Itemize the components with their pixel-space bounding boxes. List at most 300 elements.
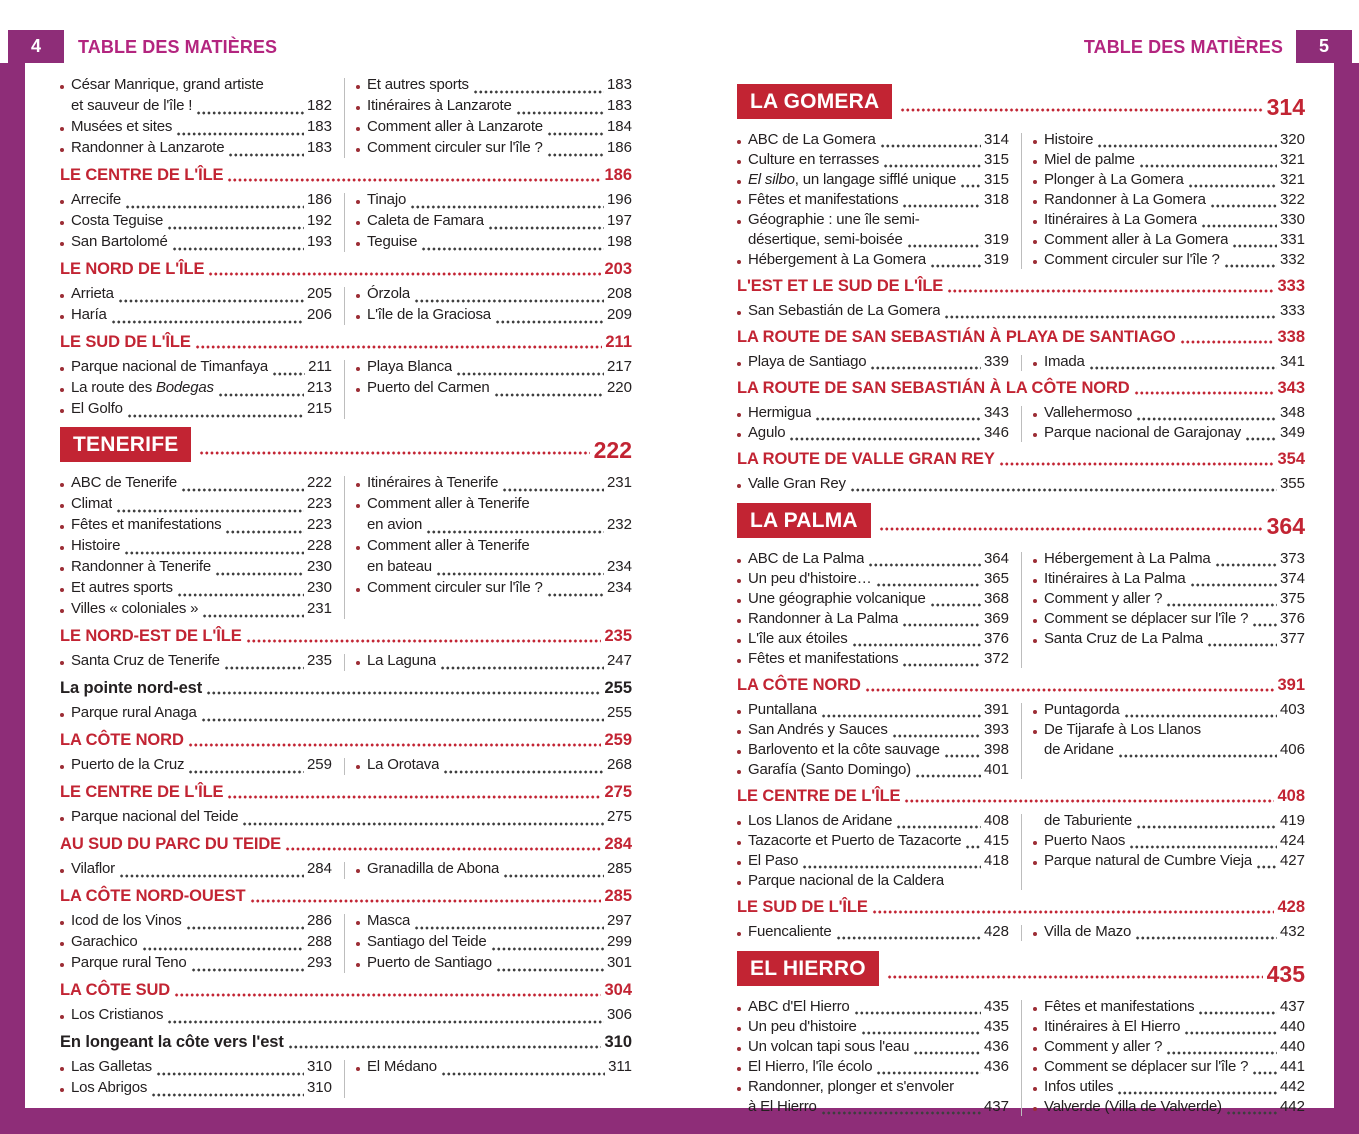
section-page-number: 235 xyxy=(604,627,632,645)
bullet-icon xyxy=(1033,1007,1037,1011)
dot-leader xyxy=(208,266,601,277)
column-left xyxy=(60,358,332,421)
entry-text: Géographie : une île semi- xyxy=(748,211,920,228)
bullet-icon xyxy=(60,1088,64,1092)
entry-text: ABC de Tenerife xyxy=(71,474,177,491)
section-heading xyxy=(60,783,632,802)
toc-entry xyxy=(737,998,1009,1018)
toc-entry xyxy=(737,650,1009,670)
dot-leader xyxy=(181,482,304,493)
entry-line xyxy=(1033,151,1305,171)
entry-text: Agulo xyxy=(748,424,786,441)
toc-entry xyxy=(737,630,1009,650)
bullet-icon xyxy=(60,409,64,413)
toc-entry xyxy=(1033,151,1305,171)
dot-leader xyxy=(502,482,604,493)
entry-text: Comment aller à Lanzarote xyxy=(367,118,543,135)
entry-page-number: 231 xyxy=(306,600,332,617)
dot-leader xyxy=(854,1005,981,1016)
entry-page-number: 369 xyxy=(983,610,1009,627)
dot-leader xyxy=(1201,218,1277,229)
entry-page-number: 368 xyxy=(983,590,1009,607)
toc-entry xyxy=(1033,1018,1305,1038)
toc-entry xyxy=(1033,550,1305,570)
entry-page-number: 321 xyxy=(1279,171,1305,188)
toc-entry xyxy=(60,474,332,495)
entry-text: Vilaflor xyxy=(71,860,115,877)
dot-leader xyxy=(456,366,604,377)
entry-page-number: 232 xyxy=(606,516,632,533)
entry-page-number: 406 xyxy=(1279,741,1305,758)
bullet-icon xyxy=(356,200,360,204)
column-divider xyxy=(344,287,345,325)
bullet-icon xyxy=(356,963,360,967)
entry-text: Teguise xyxy=(367,233,418,250)
entry-line xyxy=(737,650,1009,670)
bullet-icon xyxy=(356,221,360,225)
bullet-icon xyxy=(356,869,360,873)
dot-leader xyxy=(426,524,604,535)
entry-text: Comment circuler sur l'île ? xyxy=(1044,251,1220,268)
section-title: LA CÔTE NORD xyxy=(737,676,861,694)
section-heading xyxy=(737,328,1305,347)
column-right xyxy=(1033,353,1305,373)
dot-leader xyxy=(227,172,601,183)
entry-text: ABC de La Palma xyxy=(748,550,865,567)
bullet-icon xyxy=(1033,140,1037,144)
entry-line xyxy=(737,151,1009,171)
dot-leader xyxy=(494,387,604,398)
toc-entry xyxy=(1033,721,1305,761)
entry-line xyxy=(60,516,332,537)
entry-text: Los Llanos de Aridane xyxy=(748,812,893,829)
page-5-content xyxy=(737,76,1305,1124)
column-left xyxy=(60,912,332,975)
bullet-icon xyxy=(737,770,741,774)
entry-text: Costa Teguise xyxy=(71,212,164,229)
entry-line xyxy=(60,474,332,495)
entry-page-number: 418 xyxy=(983,852,1009,869)
dot-leader xyxy=(880,138,981,149)
section-page-number: 333 xyxy=(1277,277,1305,295)
column-divider xyxy=(1021,814,1022,890)
dot-leader xyxy=(1245,431,1277,442)
toc-entry xyxy=(60,1058,332,1079)
entry-text: Tinajo xyxy=(367,191,407,208)
entry-line xyxy=(356,191,632,212)
dot-leader xyxy=(495,314,604,325)
toc-entry xyxy=(737,832,1009,852)
subsection-heading xyxy=(60,1033,632,1052)
entry-text: Comment se déplacer sur l'île ? xyxy=(1044,1058,1249,1075)
entry-line xyxy=(356,579,632,600)
column-divider xyxy=(344,914,345,973)
dot-leader xyxy=(201,712,604,723)
entry-line xyxy=(737,231,1009,251)
toc-entry xyxy=(356,139,632,160)
entry-line xyxy=(60,233,332,254)
entry-text: Itinéraires à Lanzarote xyxy=(367,97,512,114)
entry-text: De Tijarafe à Los Llanos xyxy=(1044,721,1201,738)
bullet-icon xyxy=(1033,200,1037,204)
entry-page-number: 376 xyxy=(1279,610,1305,627)
toc-entry xyxy=(737,302,1305,322)
entry-line xyxy=(60,400,332,421)
bullet-icon xyxy=(737,260,741,264)
bullet-icon xyxy=(737,1087,741,1091)
column-left xyxy=(60,191,332,254)
chapter-page-number: 364 xyxy=(1266,513,1305,539)
bullet-icon xyxy=(60,817,64,821)
dot-leader xyxy=(907,238,981,249)
dot-leader xyxy=(272,366,305,377)
dot-leader xyxy=(896,819,981,830)
entry-page-number: 322 xyxy=(1279,191,1305,208)
entry-page-number: 332 xyxy=(1279,251,1305,268)
bullet-icon xyxy=(60,1067,64,1071)
entry-text: Comment aller à La Gomera xyxy=(1044,231,1229,248)
entry-line xyxy=(356,118,632,139)
section-title: En longeant la côte vers l'est xyxy=(60,1033,284,1051)
toc-entry xyxy=(356,474,632,495)
toc-entry xyxy=(737,404,1009,424)
toc-entry xyxy=(356,118,632,139)
entry-columns xyxy=(737,353,1305,373)
toc-entry xyxy=(1033,630,1305,650)
entry-text: San Bartolomé xyxy=(71,233,168,250)
column-left xyxy=(60,285,332,327)
entry-columns xyxy=(60,912,632,975)
bullet-icon xyxy=(356,661,360,665)
entry-page-number: 315 xyxy=(983,171,1009,188)
dot-leader xyxy=(821,708,981,719)
entry-text: ABC de La Gomera xyxy=(748,131,876,148)
section-page-number: 285 xyxy=(604,887,632,905)
dot-leader xyxy=(228,147,304,158)
entry-page-number: 442 xyxy=(1279,1078,1305,1095)
entry-text: Las Galletas xyxy=(71,1058,152,1075)
dot-leader xyxy=(965,839,981,850)
dot-leader xyxy=(1184,1025,1277,1036)
entry-page-number: 286 xyxy=(306,912,332,929)
bullet-icon xyxy=(737,484,741,488)
section-page-number: 428 xyxy=(1277,898,1305,916)
bullet-icon xyxy=(737,1067,741,1071)
entry-page-number: 355 xyxy=(1279,475,1305,492)
column-left xyxy=(60,76,332,160)
entry-text: Órzola xyxy=(367,285,410,302)
dot-leader xyxy=(1180,334,1275,345)
entry-line xyxy=(737,872,1009,892)
bullet-icon xyxy=(1033,730,1037,734)
entry-page-number: 183 xyxy=(606,76,632,93)
column-right xyxy=(356,191,632,254)
entry-page-number: 247 xyxy=(606,652,632,669)
section-title: LA ROUTE DE VALLE GRAN REY xyxy=(737,450,995,468)
entry-page-number: 376 xyxy=(983,630,1009,647)
entry-text: San Sebastián de La Gomera xyxy=(748,302,941,319)
toc-entry xyxy=(737,923,1009,943)
dot-leader xyxy=(250,893,602,904)
section-title: LA ROUTE DE SAN SEBASTIÁN À LA CÔTE NORD xyxy=(737,379,1130,397)
dot-leader xyxy=(1207,637,1277,648)
entry-page-number: 315 xyxy=(983,151,1009,168)
entry-page-number: 211 xyxy=(308,358,332,375)
entry-page-number: 231 xyxy=(606,474,632,491)
entry-page-number: 284 xyxy=(306,860,332,877)
bullet-icon xyxy=(356,1067,360,1071)
entry-page-number: 285 xyxy=(606,860,632,877)
toc-entry xyxy=(356,212,632,233)
entry-line xyxy=(60,704,632,725)
entry-text: en bateau xyxy=(367,558,432,575)
entry-page-number: 330 xyxy=(1279,211,1305,228)
dot-leader xyxy=(870,360,981,371)
page-title-left: TABLE DES MATIÈRES xyxy=(78,37,278,57)
entry-text: Un volcan tapi sous l'eau xyxy=(748,1038,910,1055)
dot-leader xyxy=(127,408,304,419)
toc-entry xyxy=(737,550,1009,570)
bullet-icon xyxy=(737,311,741,315)
bullet-icon xyxy=(356,148,360,152)
dot-leader xyxy=(900,101,1262,113)
entry-line xyxy=(1033,852,1305,872)
bullet-icon xyxy=(737,433,741,437)
entry-line xyxy=(1033,353,1305,373)
bullet-icon xyxy=(60,963,64,967)
chapter-title: TENERIFE xyxy=(60,427,191,462)
dot-leader xyxy=(167,1014,604,1025)
bullet-icon xyxy=(60,483,64,487)
entry-text: San Andrés y Sauces xyxy=(748,721,888,738)
entry-line xyxy=(737,590,1009,610)
column-divider xyxy=(1021,925,1022,941)
entry-text: El Hierro, l'île écolo xyxy=(748,1058,873,1075)
entry-page-number: 415 xyxy=(983,832,1009,849)
entry-page-number: 183 xyxy=(306,139,332,156)
bullet-icon xyxy=(1033,710,1037,714)
entry-text: Et autres sports xyxy=(367,76,469,93)
entry-text: Vallehermoso xyxy=(1044,404,1133,421)
entry-page-number: 186 xyxy=(606,139,632,156)
toc-entry xyxy=(737,1018,1009,1038)
entry-line xyxy=(737,852,1009,872)
column-divider xyxy=(344,1060,345,1098)
entry-page-number: 398 xyxy=(983,741,1009,758)
dot-leader xyxy=(852,637,981,648)
entry-text: de Taburiente xyxy=(1044,812,1133,829)
bullet-icon xyxy=(1033,260,1037,264)
section-title: LE CENTRE DE L'ÎLE xyxy=(737,787,901,805)
entry-columns xyxy=(737,923,1305,943)
entry-text: La route des Bodegas xyxy=(71,379,214,396)
entry-line xyxy=(737,610,1009,630)
dot-leader xyxy=(1215,557,1277,568)
section-heading xyxy=(737,787,1305,806)
entry-text: Santiago del Teide xyxy=(367,933,487,950)
entry-text: La Laguna xyxy=(367,652,437,669)
entry-text: Comment circuler sur l'île ? xyxy=(367,579,543,596)
bullet-icon xyxy=(356,294,360,298)
section-heading xyxy=(60,333,632,352)
entry-page-number: 306 xyxy=(606,1006,632,1023)
section-page-number: 304 xyxy=(604,981,632,999)
bullet-icon xyxy=(356,315,360,319)
bullet-icon xyxy=(60,869,64,873)
entry-page-number: 234 xyxy=(606,558,632,575)
entry-text: et sauveur de l'île ! xyxy=(71,97,193,114)
entry-page-number: 435 xyxy=(983,1018,1009,1035)
entry-line xyxy=(737,741,1009,761)
section-heading xyxy=(737,898,1305,917)
dot-leader xyxy=(491,941,604,952)
toc-entry xyxy=(356,76,632,97)
entry-line xyxy=(737,424,1009,444)
entry-page-number: 299 xyxy=(606,933,632,950)
bullet-icon xyxy=(60,588,64,592)
entry-line xyxy=(1033,1058,1305,1078)
entry-text: Parque rural Anaga xyxy=(71,704,197,721)
entry-line xyxy=(356,860,632,881)
toc-entry xyxy=(60,76,332,118)
entry-text: Puerto Naos xyxy=(1044,832,1126,849)
dot-leader xyxy=(1198,1005,1276,1016)
entry-page-number: 408 xyxy=(983,812,1009,829)
entry-line xyxy=(737,1098,1009,1118)
entry-line xyxy=(1033,998,1305,1018)
toc-entry xyxy=(1033,211,1305,231)
dot-leader xyxy=(1188,178,1277,189)
entry-rows xyxy=(737,475,1305,495)
toc-entry xyxy=(60,139,332,160)
bullet-icon xyxy=(737,619,741,623)
entry-page-number: 235 xyxy=(306,652,332,669)
toc-entry xyxy=(737,812,1009,832)
bullet-icon xyxy=(60,765,64,769)
dot-leader xyxy=(904,793,1274,804)
section-heading xyxy=(60,166,632,185)
bullet-icon xyxy=(737,730,741,734)
bullet-icon xyxy=(356,546,360,550)
entry-line xyxy=(1033,923,1305,943)
entry-page-number: 319 xyxy=(983,251,1009,268)
section-heading xyxy=(737,676,1305,695)
entry-page-number: 393 xyxy=(983,721,1009,738)
entry-page-number: 403 xyxy=(1279,701,1305,718)
entry-text: Tazacorte et Puerto de Tazacorte xyxy=(748,832,962,849)
toc-entry xyxy=(60,600,332,621)
bullet-icon xyxy=(356,483,360,487)
entry-page-number: 333 xyxy=(1279,302,1305,319)
dot-leader xyxy=(414,920,604,931)
bullet-icon xyxy=(356,367,360,371)
page-number-box-right: 5 xyxy=(1296,30,1352,63)
entry-line xyxy=(356,474,632,495)
entry-line xyxy=(1033,424,1305,444)
entry-line xyxy=(737,404,1009,424)
column-left xyxy=(737,550,1009,670)
entry-text: Un peu d'histoire xyxy=(748,1018,857,1035)
column-left xyxy=(60,860,332,881)
toc-entry xyxy=(356,912,632,933)
entry-line xyxy=(1033,211,1305,231)
toc-entry xyxy=(1033,1058,1305,1078)
bullet-icon xyxy=(737,1027,741,1031)
dot-leader xyxy=(879,520,1263,532)
toc-entry xyxy=(356,306,632,327)
dot-leader xyxy=(1190,577,1277,588)
chapter-title: LA PALMA xyxy=(737,503,871,538)
entry-line xyxy=(1033,231,1305,251)
entry-line xyxy=(60,379,332,400)
entry-text: Haría xyxy=(71,306,107,323)
entry-page-number: 428 xyxy=(983,923,1009,940)
bullet-icon xyxy=(737,140,741,144)
dot-leader xyxy=(960,178,981,189)
bullet-icon xyxy=(60,127,64,131)
section-title: LE CENTRE DE L'ÎLE xyxy=(60,783,224,801)
entry-line xyxy=(737,191,1009,211)
entry-columns xyxy=(60,358,632,421)
entry-page-number: 319 xyxy=(983,231,1009,248)
entry-page-number: 374 xyxy=(1279,570,1305,587)
bullet-icon xyxy=(60,609,64,613)
entry-page-number: 220 xyxy=(606,379,632,396)
entry-line xyxy=(60,306,332,327)
section-title: LA ROUTE DE SAN SEBASTIÁN À PLAYA DE SANTIAGO xyxy=(737,328,1176,346)
bullet-icon xyxy=(356,504,360,508)
entry-rows xyxy=(60,808,632,829)
dot-leader xyxy=(547,147,604,158)
dot-leader xyxy=(215,566,304,577)
column-right xyxy=(356,912,632,975)
entry-page-number: 331 xyxy=(1279,231,1305,248)
entry-line xyxy=(356,212,632,233)
column-divider xyxy=(1021,406,1022,442)
dot-leader xyxy=(1256,859,1277,870)
dot-leader xyxy=(177,587,304,598)
dot-leader xyxy=(440,660,604,671)
column-left xyxy=(60,756,332,777)
column-left xyxy=(737,812,1009,892)
entry-page-number: 183 xyxy=(606,97,632,114)
entry-text: Santa Cruz de La Palma xyxy=(1044,630,1204,647)
toc-entry xyxy=(737,721,1009,741)
entry-line xyxy=(356,537,632,558)
entry-text: Villes « coloniales » xyxy=(71,600,199,617)
entry-text: Fêtes et manifestations xyxy=(748,650,899,667)
toc-entry xyxy=(60,1006,632,1027)
column-right xyxy=(356,756,632,777)
dot-leader xyxy=(1129,839,1277,850)
entry-text: Comment y aller ? xyxy=(1044,590,1163,607)
entry-text: Comment circuler sur l'île ? xyxy=(367,139,543,156)
entry-line xyxy=(60,285,332,306)
toc-entry xyxy=(1033,404,1305,424)
entry-page-number: 373 xyxy=(1279,550,1305,567)
entry-page-number: 377 xyxy=(1279,630,1305,647)
entry-page-number: 365 xyxy=(983,570,1009,587)
entry-text: Randonner à Lanzarote xyxy=(71,139,225,156)
chapter-heading xyxy=(737,951,1305,986)
section-title: LA CÔTE SUD xyxy=(60,981,171,999)
entry-line xyxy=(1033,191,1305,211)
bullet-icon xyxy=(737,659,741,663)
dot-leader xyxy=(116,503,304,514)
entry-line xyxy=(737,923,1009,943)
entry-line xyxy=(356,652,632,673)
entry-line xyxy=(60,558,332,579)
